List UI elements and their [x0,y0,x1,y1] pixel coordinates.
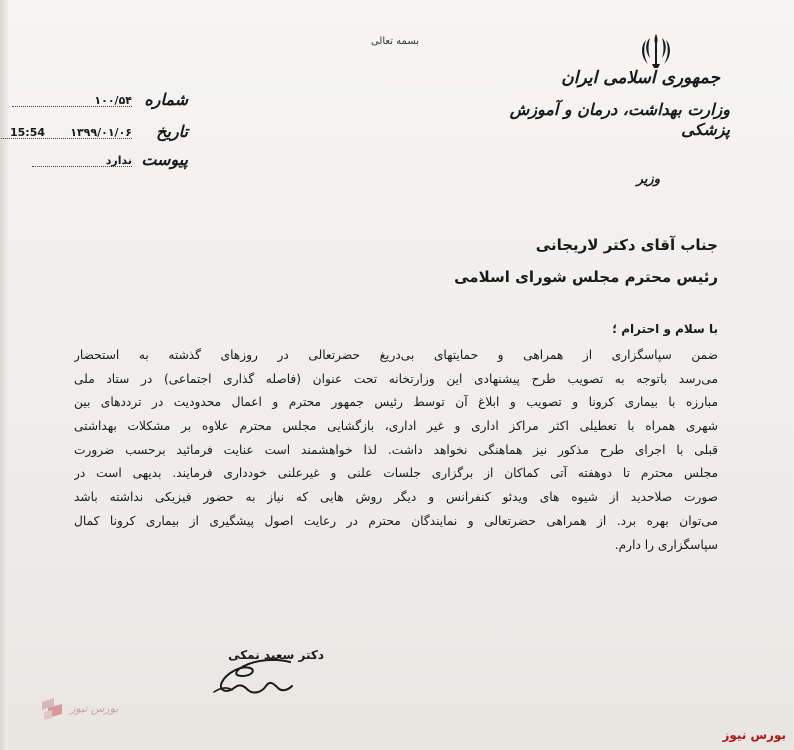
meta-number-row [0,90,188,114]
body-line: ضمن سپاسگزاری از همراهی و حمایتهای بی‌دریغ حضرتعالی در روزهای گذشته به استحضار [74,348,718,362]
number-label: شماره [144,90,188,109]
time-stamp: 15:54 [10,126,46,139]
date-value: ۱۳۹۹/۰۱/۰۶ [70,126,132,139]
body-line: می‌رسد باتوجه به تصویب طرح پیشنهادی این وزارتخانه تحت عنوان (فاصله گذاری اجتماعی) در ستاد ملی [74,371,718,386]
body-line: صورت صلاحدید از شیوه های ویدئو کنفرانس و دیگر روش هایی که نیاز به حضور فیزیکی نداشته باشد [74,490,718,505]
signer-name: دکتر سعید نمکی [228,648,324,662]
body-line: سپاسگزاری را دارم. [614,537,718,552]
body-line: مبارزه با بیماری کرونا و تصویب و ابلاغ آن توسط رئیس جمهور محترم و اعمال محدودیت در ترددهای بین [74,395,718,410]
body-line: قبلی با اجرای طرح مذکور نیز هماهنگی نخواهد داشت. لذا خواهشمند است عنایت فرمائید برحسب ضرورت [74,442,718,457]
footer-brand: بورس نیوز [722,728,786,742]
body-line: مجلس محترم تا دوهفته آتی کماکان از برگزاری جلسات علنی و غیرعلنی خودداری فرمایند. بدیهی است در [74,466,718,481]
attachment-label: پیوست [141,150,188,169]
iran-emblem-icon [640,32,672,70]
body-line: شهری همراه با تعطیلی اکثر مراکز اداری و غیر اداری، بازگشایی مجلس محترم علاوه بر مشکلات بهداشتی [74,419,718,434]
letter-body [74,344,718,557]
brand-watermark-text: بورس نیوز [70,702,119,715]
body-line: می‌توان بهره برد. از همراهی حضرتعالی و نمایندگان محترم در رعایت اصول پیشگیری از بیماری کرونا کمال [74,513,718,528]
greeting: با سلام و احترام ؛ [612,322,718,336]
attachment-value: ندارد [105,154,132,167]
ministry-name: وزارت بهداشت، درمان و آموزش پزشکی [509,100,730,139]
number-value: ۱۰۰/۵۴ [94,94,132,107]
brand-logo-icon [40,696,66,722]
ministry-country-line: جمهوری اسلامی ایران [561,68,720,88]
date-label: تاریخ [156,122,188,141]
basmala: بسمه تعالی [370,36,420,47]
recipient-name: جناب آقای دکتر لاریجانی [535,236,718,254]
recipient-title: رئیس محترم مجلس شورای اسلامی [454,268,718,286]
meta-attachment-row [0,150,188,174]
signature-icon [204,652,294,700]
minister-label: وزیر [636,172,660,187]
